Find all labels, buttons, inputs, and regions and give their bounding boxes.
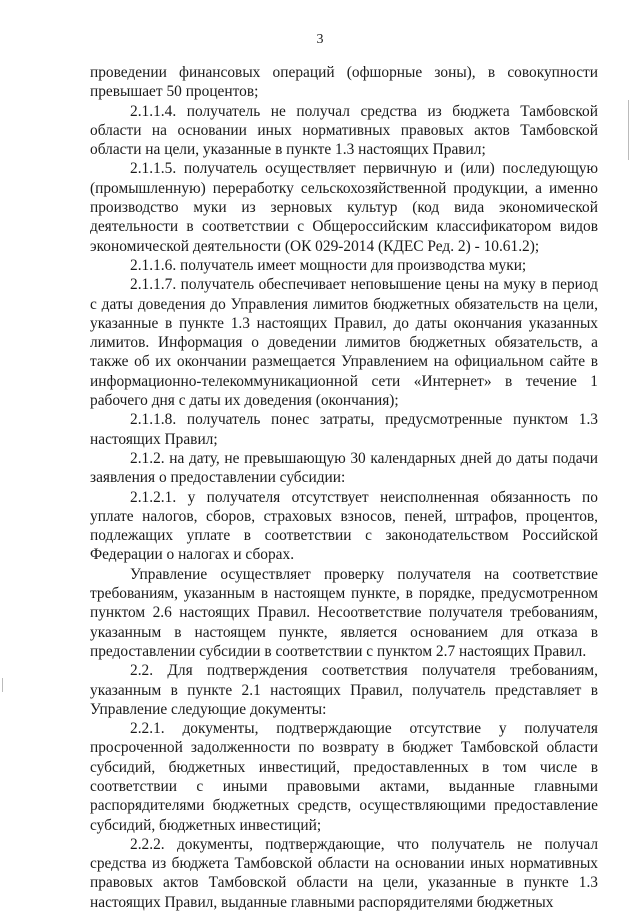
paragraph: 2.1.1.4. получатель не получал средства из бюджета Тамбовской области на основании иных нормативных правовых актов Тамбовской области на цели, указанные в пункте 1.3 настоящих Правил; (90, 102, 598, 159)
paragraph: Управление осуществляет проверку получателя на соответствие требованиям, указанным в настоящем пункте, в порядке, предусмотренном пунктом 2.6 настоящих Правил. Несоответствие получателя требованиям, указанным в настоящем пункте, является основанием для отказа в предоставлении субсидии в соответствии с пунктом 2.7 настоящих Правил. (90, 565, 598, 660)
paragraph: 2.1.1.6. получатель имеет мощности для производства муки; (130, 256, 527, 274)
scan-edge-mark (2, 678, 3, 692)
paragraph: 2.1.2.1. у получателя отсутствует неисполненная обязанность по уплате налогов, сборов, страховых взносов, пеней, штрафов, процентов, подлежащих уплате в соответствии с законодательством Российской Федерации о налогах и сборах. (90, 488, 598, 564)
scan-edge-mark (628, 100, 629, 160)
document-body (90, 63, 598, 912)
paragraph: 2.1.1.7. получатель обеспечивает неповышение цены на муку в период с даты доведения до Управления лимитов бюджетных обязательств на цели, указанные в пункте 1.3 настоящих Правил, до даты окончания указанных лимитов. Информация о доведении лимитов бюджетных обязательств, а также об их окончании размещается Управлением на официальном сайте в информационно-телекоммуникационной сети «Интернет» в течение 1 рабочего дня с даты их доведения (окончания); (90, 276, 598, 410)
paragraph: 2.1.1.5. получатель осуществляет первичную и (или) последующую (промышленную) переработку сельскохозяйственной продукции, а именно производство муки из зерновых культур (код вида экономической деятельности в соответствии с Общероссийским классификатором видов экономической деятельности (ОК 029-2014 (КДЕС Ред. 2) - 10.61.2); (90, 160, 598, 255)
paragraph: 2.1.1.8. получатель понес затраты, предусмотренные пунктом 1.3 настоящих Правил; (90, 411, 598, 448)
paragraph: проведении финансовых операций (офшорные зоны), в совокупности превышает 50 процентов; (90, 64, 598, 101)
paragraph: 2.2.1. документы, подтверждающие отсутствие у получателя просроченной задолженности по возврату в бюджет Тамбовской области субсидий, бюджетных инвестиций, предоставленных в том числе в соответствии с иными правовыми актами, выданные главными распорядителями бюджетных средств, осуществляющими предоставление субсидий, бюджетных инвестиций; (90, 720, 598, 834)
paragraph: 2.1.2. на дату, не превышающую 30 календарных дней до даты подачи заявления о предоставлении субсидии: (90, 449, 598, 487)
paragraph: 2.2. Для подтверждения соответствия получателя требованиям, указанным в пункте 2.1 настоящих Правил, получатель представляет в Управление следующие документы: (90, 662, 598, 718)
page-number: 3 (316, 32, 324, 47)
paragraph: 2.2.2. документы, подтверждающие, что получатель не получал средства из бюджета Тамбовской области на основании иных нормативных правовых актов Тамбовской области на цели, указанные в пункте 1.3 настоящих Правил, выданные главными распорядителями бюджетных (90, 835, 598, 911)
